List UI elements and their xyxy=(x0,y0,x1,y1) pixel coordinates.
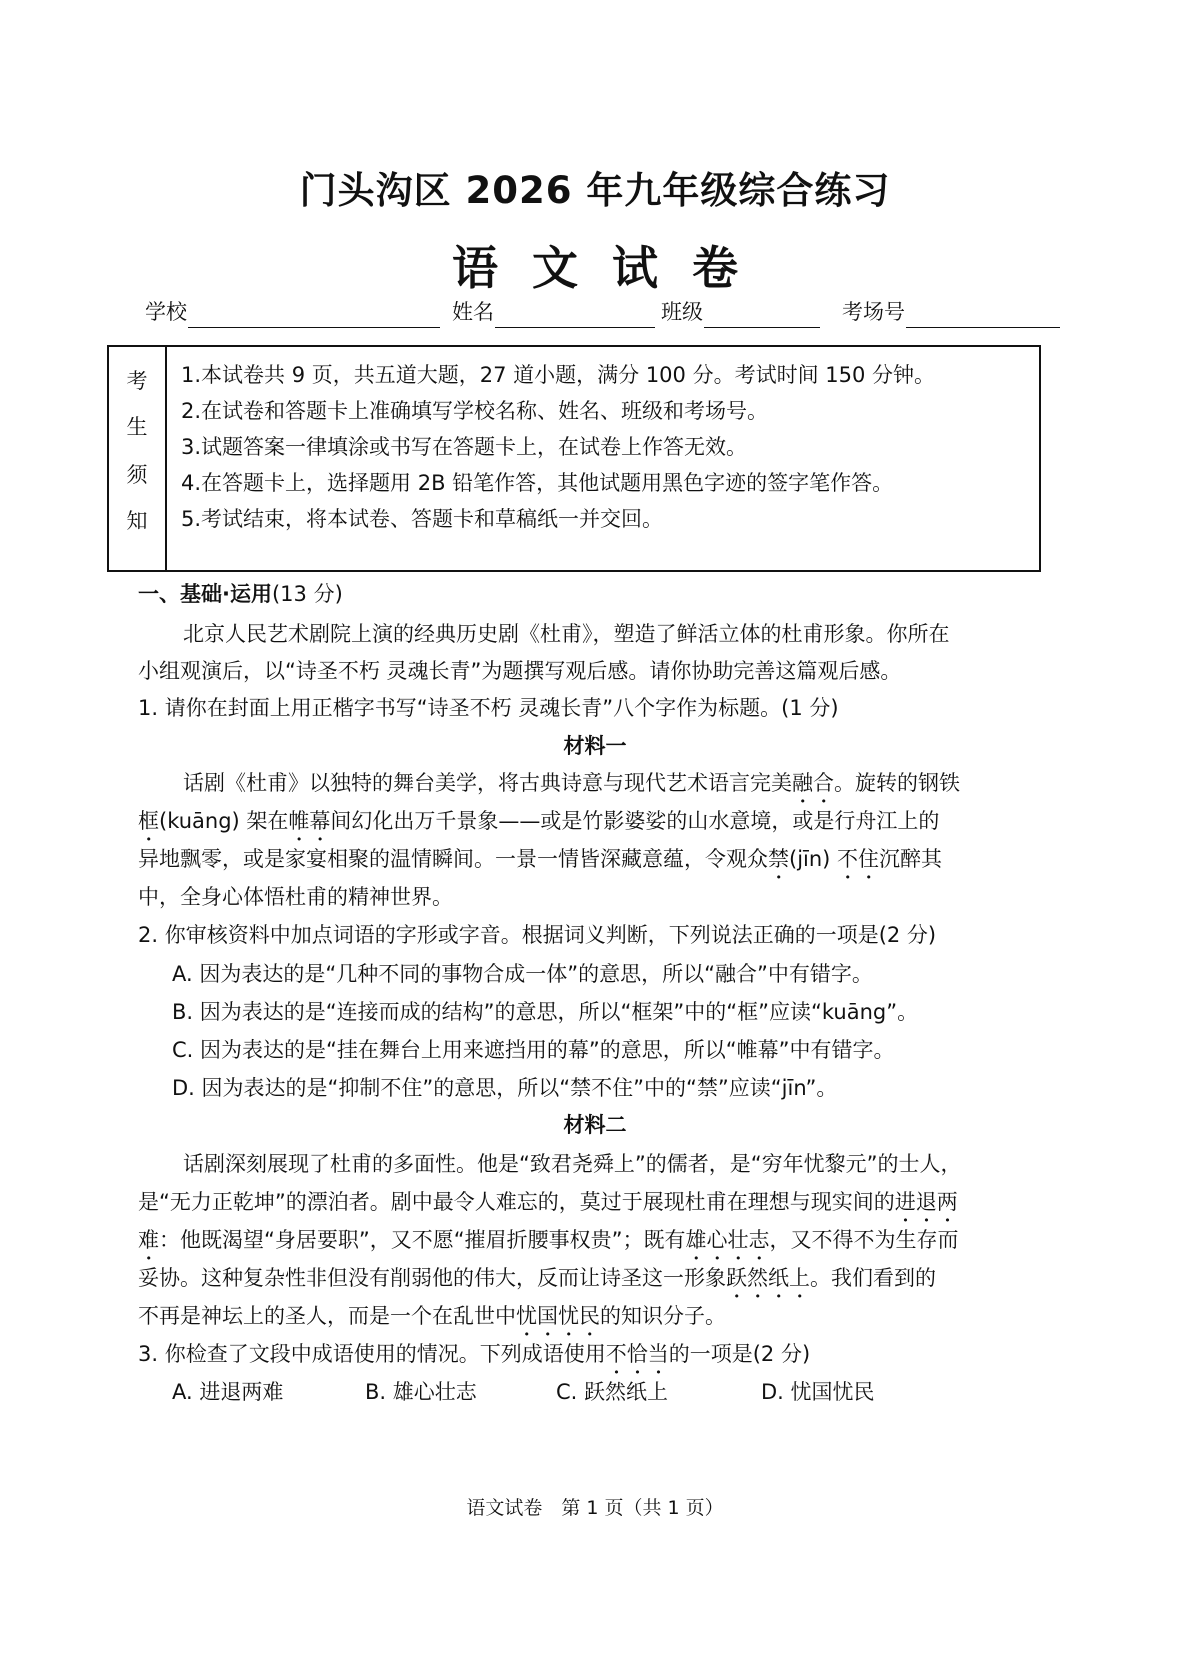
text-run: ，又不得不为生存而 xyxy=(769,1228,959,1252)
text-run: 话剧《杜甫》以独特的舞台美学，将古典诗意与现代艺术语言完美 xyxy=(183,771,792,795)
text-run: 沉醉其 xyxy=(879,847,943,871)
text-run: (jīn) xyxy=(789,847,838,871)
section-heading-title: 一、基础·运用 xyxy=(138,582,272,606)
text-run: 的一项是(2 分) xyxy=(668,1342,811,1366)
dotted-word: 忧国忧民 xyxy=(516,1304,600,1328)
material-2-line xyxy=(138,1186,958,1227)
text-run: 。我们看到的 xyxy=(810,1266,936,1290)
dotted-word: 雄心壮志 xyxy=(685,1228,770,1252)
notice-item: 2.在试卷和答题卡上准确填写学校名称、姓名、班级和考场号。 xyxy=(181,399,769,423)
text-run: ：他既渴望“身居要职”，又不愿“摧眉折腰事权贵”；既有 xyxy=(159,1228,686,1252)
question-3-option-b: B. 雄心壮志 xyxy=(365,1380,477,1404)
exam-subject-title: 语文试卷 xyxy=(452,241,772,295)
material-1-heading: 材料一 xyxy=(563,734,627,758)
notice-label-char: 知 xyxy=(126,509,148,533)
dotted-word: 进退两 xyxy=(894,1190,958,1214)
notice-item: 4.在答题卡上，选择题用 2B 铅笔作答，其他试题用黑色字迹的签字笔作答。 xyxy=(181,471,894,495)
question-3-stem xyxy=(138,1338,810,1379)
text-run: 3. 你检查了文段中成语使用的情况。下列成语使用 xyxy=(138,1342,606,1366)
notice-item: 3.试题答案一律填涂或书写在答题卡上，在试卷上作答无效。 xyxy=(181,435,748,459)
section-heading xyxy=(138,578,343,608)
dotted-word: 融合 xyxy=(792,771,834,795)
dotted-word: 禁 xyxy=(768,847,789,871)
question-2-option-d: D. 因为表达的是“抑制不住”的意思，所以“禁不住”中的“禁”应读“jīn”。 xyxy=(172,1076,838,1100)
intro-line: 北京人民艺术剧院上演的经典历史剧《杜甫》，塑造了鲜活立体的杜甫形象。你所在 xyxy=(183,622,950,646)
question-1: 1. 请你在封面上用正楷字书写“诗圣不朽 灵魂长青”八个字作为标题。(1 分) xyxy=(138,696,839,720)
exam-title: 门头沟区 2026 年九年级综合练习 xyxy=(299,169,891,212)
room-label: 考场号 xyxy=(842,300,905,324)
question-2-stem: 2. 你审核资料中加点词语的字形或字音。根据词义判断，下列说法正确的一项是(2 分) xyxy=(138,923,937,947)
question-3-option-a: A. 进退两难 xyxy=(172,1380,284,1404)
notice-item: 1.本试卷共 9 页，共五道大题，27 道小题，满分 100 分。考试时间 150 分钟。 xyxy=(181,363,936,387)
dotted-word: 框 xyxy=(138,809,159,833)
text-run: (kuāng) 架在 xyxy=(159,809,289,833)
exam-notice-box xyxy=(107,345,1041,572)
class-blank[interactable] xyxy=(704,327,820,328)
text-run: 。旋转的钢铁 xyxy=(834,771,960,795)
text-run: 妥协。这种复杂性非但没有削弱他的伟大，反而让诗圣这一形象 xyxy=(138,1266,726,1290)
material-2-line xyxy=(138,1300,726,1341)
name-label: 姓名 xyxy=(452,300,494,324)
material-2-line xyxy=(138,1262,936,1303)
page-footer: 语文试卷 第 1 页（共 1 页） xyxy=(466,1497,724,1519)
text-run: 不再是神坛上的圣人，而是一个在乱世中 xyxy=(138,1304,516,1328)
name-blank[interactable] xyxy=(495,327,655,328)
intro-line: 小组观演后，以“诗圣不朽 灵魂长青”为题撰写观后感。请你协助完善这篇观后感。 xyxy=(138,659,902,683)
material-2-line xyxy=(138,1224,959,1265)
section-heading-score: (13 分) xyxy=(271,582,343,606)
text-run: 异地飘零，或是家宴相聚的温情瞬间。一景一情皆深藏意蕴，令观众 xyxy=(138,847,768,871)
text-run: 是“无力正乾坤”的漂泊者。剧中最令人难忘的，莫过于展现杜甫在理想与现实间的 xyxy=(138,1190,895,1214)
dotted-word: 不恰当 xyxy=(605,1342,669,1366)
text-run: 间幻化出万千景象——或是竹影婆娑的山水意境，或是行舟江上的 xyxy=(330,809,940,833)
dotted-word: 难 xyxy=(138,1228,159,1252)
notice-label-char: 生 xyxy=(126,415,148,439)
room-blank[interactable] xyxy=(906,327,1060,328)
question-3-option-c: C. 跃然纸上 xyxy=(556,1380,669,1404)
question-2-option-b: B. 因为表达的是“连接而成的结构”的意思，所以“框架”中的“框”应读“kuāng”。 xyxy=(172,1000,919,1024)
school-label: 学校 xyxy=(145,300,187,324)
text-run: 的知识分子。 xyxy=(600,1304,726,1328)
dotted-word: 不住 xyxy=(837,847,880,871)
material-2-heading: 材料二 xyxy=(563,1113,627,1137)
material-1-line xyxy=(138,843,942,884)
material-1-line xyxy=(138,805,939,846)
school-blank[interactable] xyxy=(188,327,440,328)
notice-label xyxy=(109,347,167,570)
material-1-line: 中，全身心体悟杜甫的精神世界。 xyxy=(138,885,453,909)
question-2-option-a: A. 因为表达的是“几种不同的事物合成一体”的意思，所以“融合”中有错字。 xyxy=(172,962,873,986)
notice-item: 5.考试结束，将本试卷、答题卡和草稿纸一并交回。 xyxy=(181,507,664,531)
notice-label-char: 须 xyxy=(126,463,148,487)
dotted-word: 帷幕 xyxy=(288,809,331,833)
material-2-line: 话剧深刻展现了杜甫的多面性。他是“致君尧舜上”的儒者，是“穷年忧黎元”的士人， xyxy=(183,1152,962,1176)
question-2-option-c: C. 因为表达的是“挂在舞台上用来遮挡用的幕”的意思，所以“帷幕”中有错字。 xyxy=(172,1038,895,1062)
material-1-line xyxy=(183,767,960,808)
class-label: 班级 xyxy=(661,300,703,324)
dotted-word: 跃然纸上 xyxy=(726,1266,810,1290)
question-3-option-d: D. 忧国忧民 xyxy=(761,1380,875,1404)
notice-label-char: 考 xyxy=(126,369,148,393)
